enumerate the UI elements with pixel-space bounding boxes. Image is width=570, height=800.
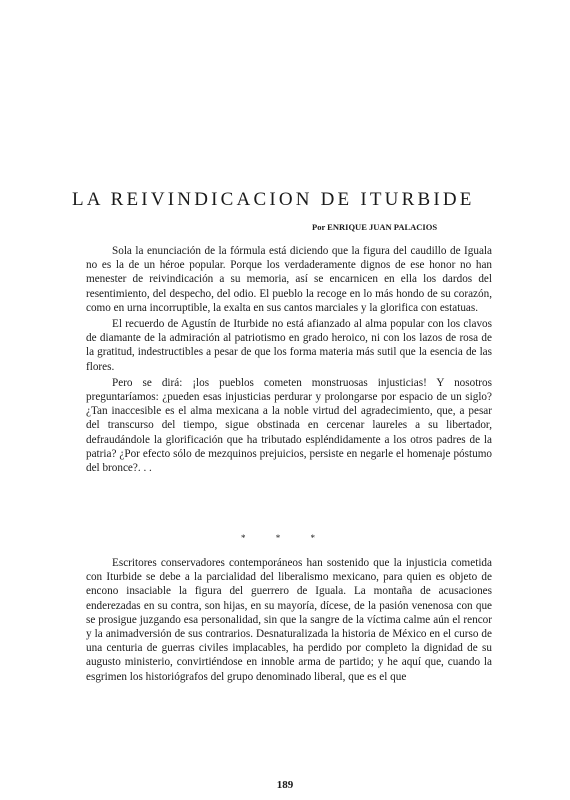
article-byline: Por ENRIQUE JUAN PALACIOS — [312, 222, 438, 232]
paragraph: Escritores conservadores contemporáneos han sostenido que la injusticia cometida con Iturbide se debe a la parcialidad del liberalismo mexicano, para quien es objeto de encono insaciable la figura del guerrero de Iguala. La montaña de acusaciones enderezadas en su contra, son hijas, en su mayoría, dícese, de la pasión venenosa con que se prosigue juzgando esa personalidad, sin que la sangre de la víctima calme aún el rencor y la animadversión de sus contrarios. Desnaturalizada la historia de México en el curso de una centuria de guerras civiles implacables, ha perdido por completo la dignidad de su augusto ministerio, convirtiéndose en innoble arma de partido; y he aquí que, cuando la esgrimen los historiógrafos del grupo denominado liberal, que es el que — [86, 557, 492, 683]
paragraph: Pero se dirá: ¡los pueblos cometen monstruosas injusticias! Y nosotros preguntaríamos: ¿pueden esas injusticias perdurar y prolongarse por espacio de un siglo? ¿Tan inaccesible es el alma mexicana a la noble virtud del agradecimiento, que, a pesar del transcurso del tiempo, sigue obstinada en cercenar laureles a su libertador, defraudándole la glorificación que ha tributado espléndidamente a los otros padres de la patria? ¿Por efecto sólo de mezquinos prejuicios, persiste en negarle el homenaje póstumo del bronce?. . . — [86, 376, 492, 475]
article-title: LA REIVINDICACION DE ITURBIDE — [72, 189, 475, 210]
article-body — [86, 244, 492, 477]
article-body-continued — [86, 556, 492, 684]
section-separator: * * * — [241, 533, 329, 543]
page-number: 189 — [276, 779, 294, 791]
paragraph: El recuerdo de Agustín de Iturbide no está afianzado al alma popular con los clavos de diamante de la admiración al patriotismo en grado heroico, ni con los lazos de rosa de la gratitud, indestructibles a pesar de que los forma materia más sutil que la esencia de las flores. — [86, 318, 492, 373]
paragraph: Sola la enunciación de la fórmula está diciendo que la figura del caudillo de Iguala no es la de un héroe popular. Porque los verdaderamente dignos de ese honor no han menester de reivindicación a su memoria, así se encarnicen en ella los dardos del resentimiento, del despecho, del odio. El pueblo la recoge en lo más hondo de su corazón, como en urna incorruptible, la exalta en sus cantos marciales y la glorifica con estatuas. — [86, 245, 492, 314]
